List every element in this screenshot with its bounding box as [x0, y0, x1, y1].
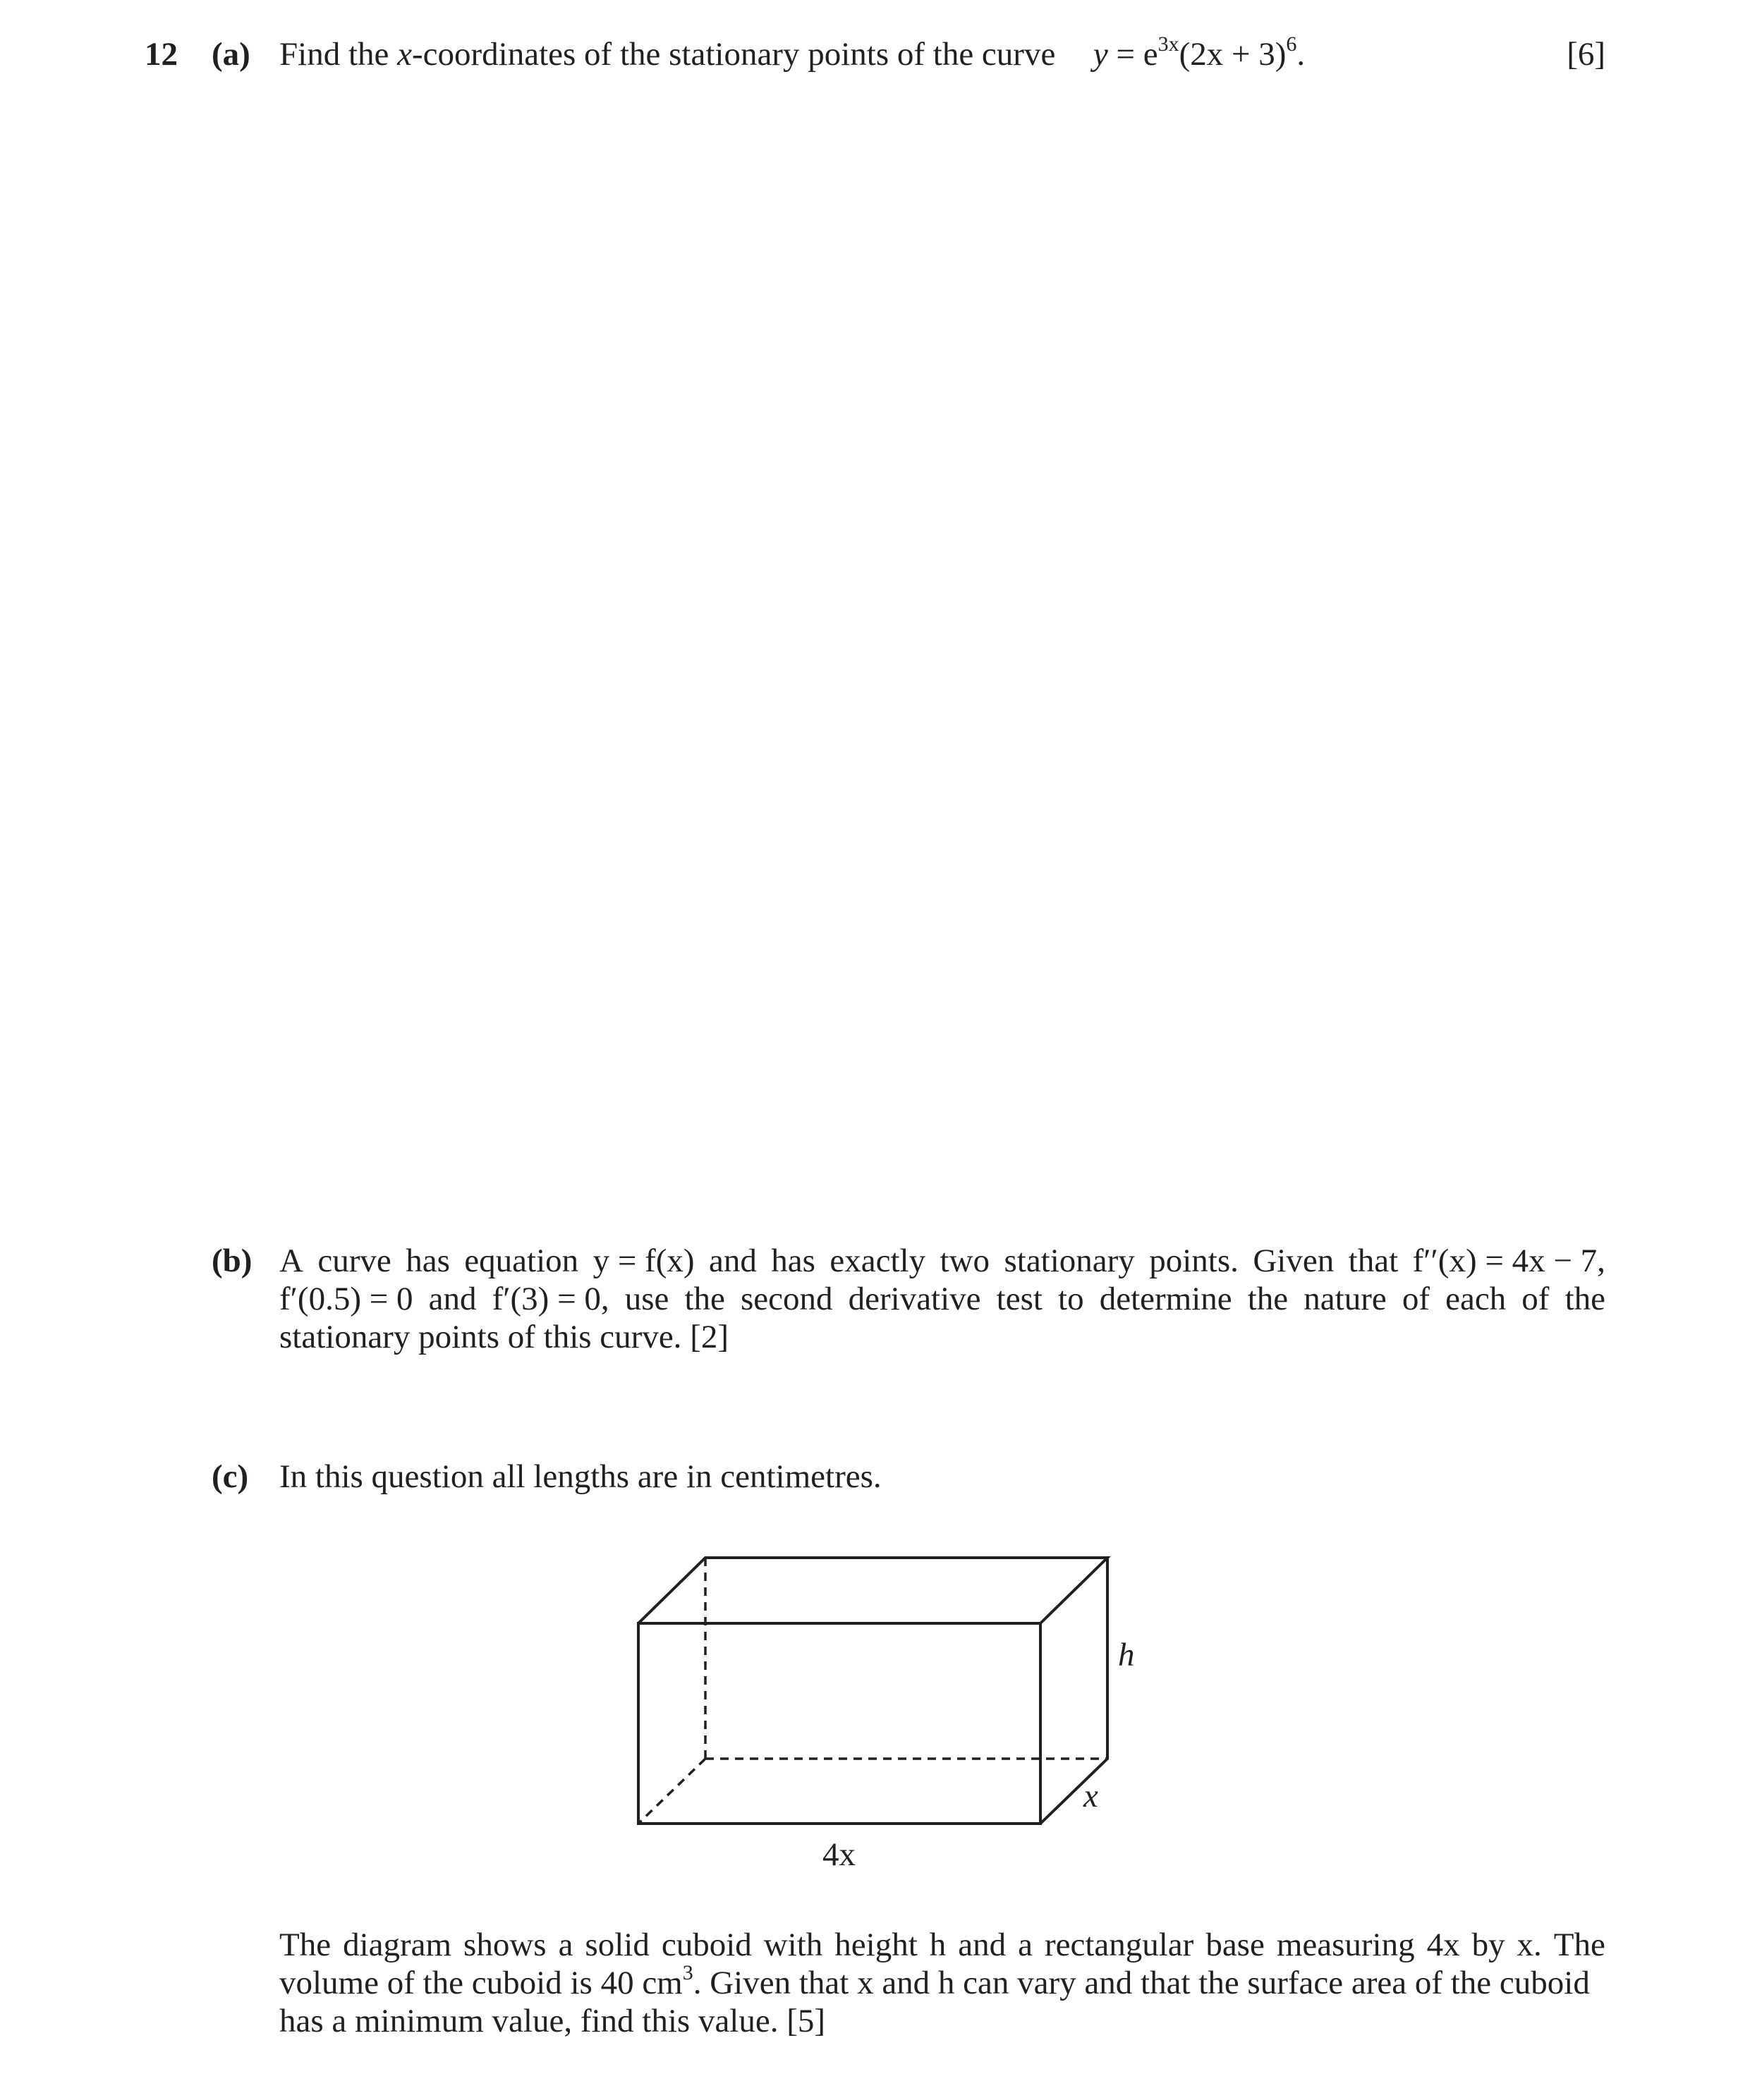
part-a-eq-exponent: 3x — [1157, 32, 1179, 56]
part-c-line-2-b: . Given that x and h can vary and that the surface area of the cuboid — [693, 1965, 1590, 2001]
part-c-marks: [5] — [786, 2003, 826, 2039]
part-b-line-2-word: of — [1521, 1281, 1550, 1317]
part-a-text-var: x — [397, 36, 412, 73]
part-c-line-1-word: a — [1018, 1927, 1033, 1963]
part-c-line-1-word: and — [958, 1927, 1007, 1963]
part-a-eq-end: . — [1296, 36, 1306, 73]
part-b-line-2-word: of — [1402, 1281, 1430, 1317]
part-b-marks: [2] — [690, 1319, 729, 1355]
part-b-line-2-word: and — [428, 1281, 477, 1317]
part-c-label: (c) — [212, 1458, 249, 1495]
label-h: h — [1118, 1637, 1135, 1673]
cuboid-top-edges — [638, 1558, 1107, 1623]
part-b-line-3 — [279, 1318, 1605, 1356]
part-c-line-3-text: has a minimum value, find this value. — [279, 2003, 779, 2039]
part-b-line-2-word: the — [1564, 1281, 1605, 1317]
part-c-line-1-word: cuboid — [661, 1927, 752, 1963]
part-c-paragraph — [279, 1926, 1605, 2040]
part-b-line-3-text: stationary points of this curve. — [279, 1319, 682, 1355]
part-b-line-1-word: curve — [317, 1243, 391, 1279]
part-b-line-2 — [279, 1280, 1605, 1318]
part-c-line-1-word: a — [558, 1927, 573, 1963]
part-c-line-1-word: diagram — [343, 1927, 452, 1963]
part-c-line-1-word: The — [1553, 1927, 1605, 1963]
part-c-line-1-word: height — [834, 1927, 918, 1963]
part-a-text-after: -coordinates of the stationary points of the curve — [412, 36, 1056, 73]
part-b-line-2-word: each — [1445, 1281, 1507, 1317]
part-b-line-1-word: has — [771, 1243, 815, 1279]
part-b-line-2-word: to — [1058, 1281, 1084, 1317]
cuboid-front-face — [638, 1623, 1040, 1824]
part-b-line-1-word: two — [940, 1243, 990, 1279]
part-a-question — [279, 32, 1306, 73]
part-b-line-1-word: and — [708, 1243, 757, 1279]
part-c-line-2-a: volume of the cuboid is 40 cm — [279, 1965, 683, 2001]
part-b-line-2-word: determine — [1099, 1281, 1232, 1317]
part-c-line-1-word: h — [929, 1927, 947, 1963]
part-a-marks: [6] — [1567, 36, 1605, 73]
part-c-line-1-word: x. — [1517, 1927, 1542, 1963]
part-b-line-1-word: equation — [464, 1243, 579, 1279]
part-c-line-1-word: rectangular — [1044, 1927, 1194, 1963]
part-b-line-2-word: test — [996, 1281, 1043, 1317]
part-c-intro: In this question all lengths are in centimetres. — [279, 1458, 882, 1495]
part-b-line-2-word: derivative — [848, 1281, 981, 1317]
part-b-line-1-word: f′′(x) = 4x − 7, — [1412, 1243, 1605, 1279]
part-b-line-1-word: y = f(x) — [593, 1243, 695, 1279]
part-b-line-1-word: exactly — [830, 1243, 926, 1279]
part-b-line-2-word: f′(0.5) = 0 — [279, 1281, 413, 1317]
part-c-line-1-word: base — [1205, 1927, 1265, 1963]
part-c-line-1-word: measuring — [1276, 1927, 1415, 1963]
label-x: x — [1083, 1778, 1098, 1814]
part-b-line-1-word: points. — [1149, 1243, 1239, 1279]
part-b-line-2-word: f′(3) = 0, — [492, 1281, 609, 1317]
part-a-text-before: Find the — [279, 36, 398, 73]
part-c-line-3 — [279, 2002, 1605, 2040]
hidden-edge-depth — [638, 1759, 705, 1824]
part-b-paragraph — [279, 1242, 1605, 1356]
label-4x: 4x — [822, 1836, 856, 1873]
part-b-label: (b) — [212, 1243, 253, 1279]
part-a-eq-equals: = e — [1107, 36, 1158, 73]
part-c-line-1-word: 4x — [1426, 1927, 1460, 1963]
question-number: 12 — [145, 36, 178, 73]
part-b-line-1-word: has — [406, 1243, 450, 1279]
part-b-line-1-word: stationary — [1004, 1243, 1135, 1279]
part-b-line-1-word: Given — [1253, 1243, 1335, 1279]
part-b-line-1-word: that — [1348, 1243, 1399, 1279]
part-b-line-2-word: second — [741, 1281, 833, 1317]
part-b-line-1-word: A — [279, 1243, 303, 1279]
part-c-line-1-word: with — [763, 1927, 823, 1963]
part-c-line-1 — [279, 1926, 1605, 1964]
part-a-eq-rest: (2x + 3) — [1179, 36, 1287, 73]
part-c-line-2 — [279, 1961, 1605, 2002]
part-a-eq-y: y — [1093, 36, 1108, 73]
part-b-line-2-word: nature — [1304, 1281, 1387, 1317]
part-b-line-2-word: the — [684, 1281, 725, 1317]
cuboid-diagram — [607, 1544, 1171, 1883]
part-b-line-2-word: use — [624, 1281, 669, 1317]
part-b-line-1 — [279, 1242, 1605, 1280]
part-c-line-2-sup: 3 — [682, 1961, 693, 1984]
part-a-label: (a) — [212, 36, 250, 73]
part-c-line-1-word: solid — [585, 1927, 650, 1963]
part-b-line-2-word: the — [1247, 1281, 1289, 1317]
part-c-line-1-word: The — [279, 1927, 332, 1963]
part-c-line-1-word: by — [1471, 1927, 1505, 1963]
part-c-line-1-word: shows — [463, 1927, 547, 1963]
part-a-eq-power: 6 — [1286, 32, 1297, 56]
